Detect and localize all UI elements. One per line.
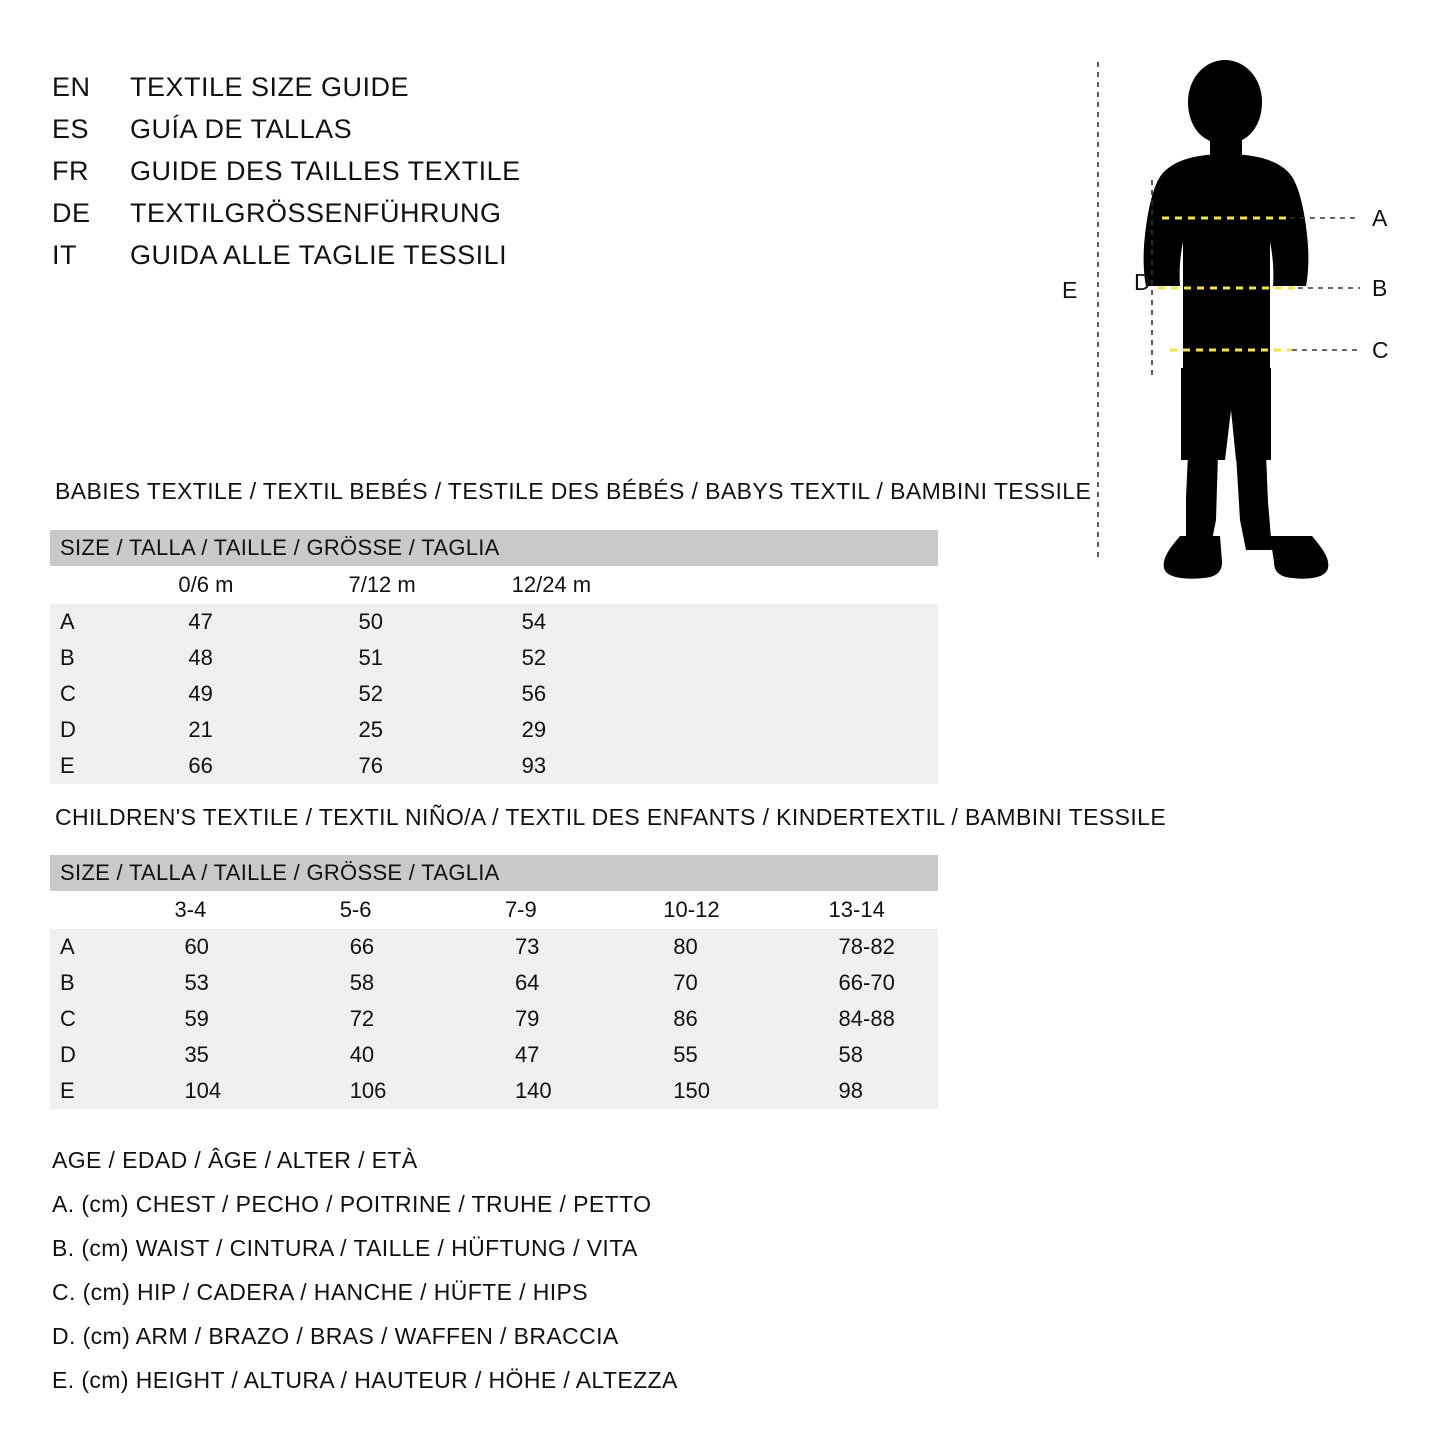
legend-item-height: E. (cm) HEIGHT / ALTURA / HAUTEUR / HÖHE / ALTEZZA <box>52 1367 678 1393</box>
height-arm-lines <box>1098 62 1152 562</box>
child-silhouette-icon <box>1144 60 1329 579</box>
babies-row-label-d: D <box>50 712 128 748</box>
children-row-label-e: E <box>50 1073 124 1109</box>
table-row <box>50 1073 938 1109</box>
measurement-legend <box>52 1138 952 1402</box>
children-row-label-a: A <box>50 929 124 965</box>
children-cell-e-3: 140 <box>455 1073 613 1109</box>
babies-cell-b-1: 48 <box>128 640 298 676</box>
table-row <box>50 748 938 784</box>
table-row <box>50 965 938 1001</box>
children-row-label-c: C <box>50 1001 124 1037</box>
babies-cell-c-2: 52 <box>298 676 461 712</box>
babies-cell-b-3: 52 <box>462 640 938 676</box>
babies-cell-a-1: 47 <box>128 604 298 640</box>
language-text-it: GUIDA ALLE TAGLIE TESSILI <box>130 240 508 270</box>
babies-row-label-b: B <box>50 640 128 676</box>
children-cell-b-5: 66-70 <box>779 965 938 1001</box>
marker-label-d: D <box>1134 269 1151 295</box>
babies-cell-a-3: 54 <box>462 604 938 640</box>
babies-cell-a-2: 50 <box>298 604 461 640</box>
children-col-header-5: 13-14 <box>779 891 938 929</box>
children-cell-a-4: 80 <box>613 929 778 965</box>
children-cell-d-2: 40 <box>290 1037 455 1073</box>
children-cell-c-4: 86 <box>613 1001 778 1037</box>
language-code-fr: FR <box>52 156 89 186</box>
children-col-header-1: 3-4 <box>124 891 289 929</box>
children-section-title: CHILDREN'S TEXTILE / TEXTIL NIÑO/A / TEXTIL DES ENFANTS / KINDERTEXTIL / BAMBINI TESSILE <box>55 804 1167 830</box>
language-row-it <box>52 240 672 282</box>
babies-cell-e-3: 93 <box>462 748 938 784</box>
children-cell-e-1: 104 <box>124 1073 289 1109</box>
table-row <box>50 1037 938 1073</box>
children-row-label-d: D <box>50 1037 124 1073</box>
legend-item-arm: D. (cm) ARM / BRAZO / BRAS / WAFFEN / BRACCIA <box>52 1323 619 1349</box>
table-row <box>50 604 938 640</box>
babies-row-label-e: E <box>50 748 128 784</box>
marker-label-e: E <box>1062 277 1078 303</box>
language-text-es: GUÍA DE TALLAS <box>130 114 353 144</box>
children-col-header-3: 7-9 <box>455 891 613 929</box>
language-text-fr: GUIDE DES TAILLES TEXTILE <box>130 156 521 186</box>
children-cell-a-1: 60 <box>124 929 289 965</box>
babies-cell-c-1: 49 <box>128 676 298 712</box>
children-cell-d-1: 35 <box>124 1037 289 1073</box>
babies-table-columns-row <box>50 566 938 604</box>
babies-size-table <box>50 530 938 784</box>
language-text-en: TEXTILE SIZE GUIDE <box>130 72 410 102</box>
children-cell-e-4: 150 <box>613 1073 778 1109</box>
measurement-figure <box>1040 50 1420 580</box>
babies-cell-e-2: 76 <box>298 748 461 784</box>
language-row-fr <box>52 156 672 198</box>
children-size-table <box>50 855 938 1109</box>
marker-label-a: A <box>1372 205 1388 231</box>
children-col-header-2: 5-6 <box>290 891 455 929</box>
children-cell-b-4: 70 <box>613 965 778 1001</box>
language-row-de <box>52 198 672 240</box>
children-cell-b-3: 64 <box>455 965 613 1001</box>
children-cell-d-3: 47 <box>455 1037 613 1073</box>
children-cell-c-1: 59 <box>124 1001 289 1037</box>
legend-item-chest: A. (cm) CHEST / PECHO / POITRINE / TRUHE / PETTO <box>52 1191 652 1217</box>
babies-table-header: SIZE / TALLA / TAILLE / GRÖSSE / TAGLIA <box>50 530 938 566</box>
babies-section-title: BABIES TEXTILE / TEXTIL BEBÉS / TESTILE DES BÉBÉS / BABYS TEXTIL / BAMBINI TESSILE <box>55 478 1092 504</box>
babies-cell-e-1: 66 <box>128 748 298 784</box>
babies-col-header-1: 0/6 m <box>128 566 298 604</box>
babies-cell-b-2: 51 <box>298 640 461 676</box>
language-code-it: IT <box>52 240 77 270</box>
children-table-header: SIZE / TALLA / TAILLE / GRÖSSE / TAGLIA <box>50 855 938 891</box>
marker-label-c: C <box>1372 337 1389 363</box>
babies-cell-c-3: 56 <box>462 676 938 712</box>
language-code-de: DE <box>52 198 91 228</box>
language-text-de: TEXTILGRÖSSENFÜHRUNG <box>130 198 502 228</box>
legend-item-hip: C. (cm) HIP / CADERA / HANCHE / HÜFTE / HIPS <box>52 1279 589 1305</box>
children-cell-a-2: 66 <box>290 929 455 965</box>
babies-cell-d-3: 29 <box>462 712 938 748</box>
table-row <box>50 676 938 712</box>
babies-row-label-a: A <box>50 604 128 640</box>
language-code-es: ES <box>52 114 90 144</box>
children-col-header-4: 10-12 <box>613 891 778 929</box>
children-cell-d-4: 55 <box>613 1037 778 1073</box>
children-cell-b-2: 58 <box>290 965 455 1001</box>
table-row <box>50 1001 938 1037</box>
children-cell-e-2: 106 <box>290 1073 455 1109</box>
babies-cell-d-2: 25 <box>298 712 461 748</box>
children-cell-c-2: 72 <box>290 1001 455 1037</box>
language-row-es <box>52 114 672 156</box>
children-cell-b-1: 53 <box>124 965 289 1001</box>
table-row <box>50 712 938 748</box>
language-title-list <box>52 72 672 282</box>
children-table-columns-row <box>50 891 938 929</box>
table-row <box>50 929 938 965</box>
babies-row-label-c: C <box>50 676 128 712</box>
marker-label-b: B <box>1372 275 1388 301</box>
language-row-en <box>52 72 672 114</box>
babies-cell-d-1: 21 <box>128 712 298 748</box>
table-row <box>50 640 938 676</box>
babies-col-header-2: 7/12 m <box>298 566 461 604</box>
children-table-header-row <box>50 855 938 891</box>
babies-col-header-3: 12/24 m <box>462 566 938 604</box>
children-cell-c-3: 79 <box>455 1001 613 1037</box>
language-code-en: EN <box>52 72 91 102</box>
babies-table-header-row <box>50 530 938 566</box>
children-cell-a-3: 73 <box>455 929 613 965</box>
children-col-corner <box>50 891 124 929</box>
children-cell-e-5: 98 <box>779 1073 938 1109</box>
children-cell-c-5: 84-88 <box>779 1001 938 1037</box>
legend-item-age: AGE / EDAD / ÂGE / ALTER / ETÀ <box>52 1147 418 1173</box>
children-cell-d-5: 58 <box>779 1037 938 1073</box>
children-cell-a-5: 78-82 <box>779 929 938 965</box>
children-row-label-b: B <box>50 965 124 1001</box>
babies-col-corner <box>50 566 128 604</box>
legend-item-waist: B. (cm) WAIST / CINTURA / TAILLE / HÜFTUNG / VITA <box>52 1235 638 1261</box>
